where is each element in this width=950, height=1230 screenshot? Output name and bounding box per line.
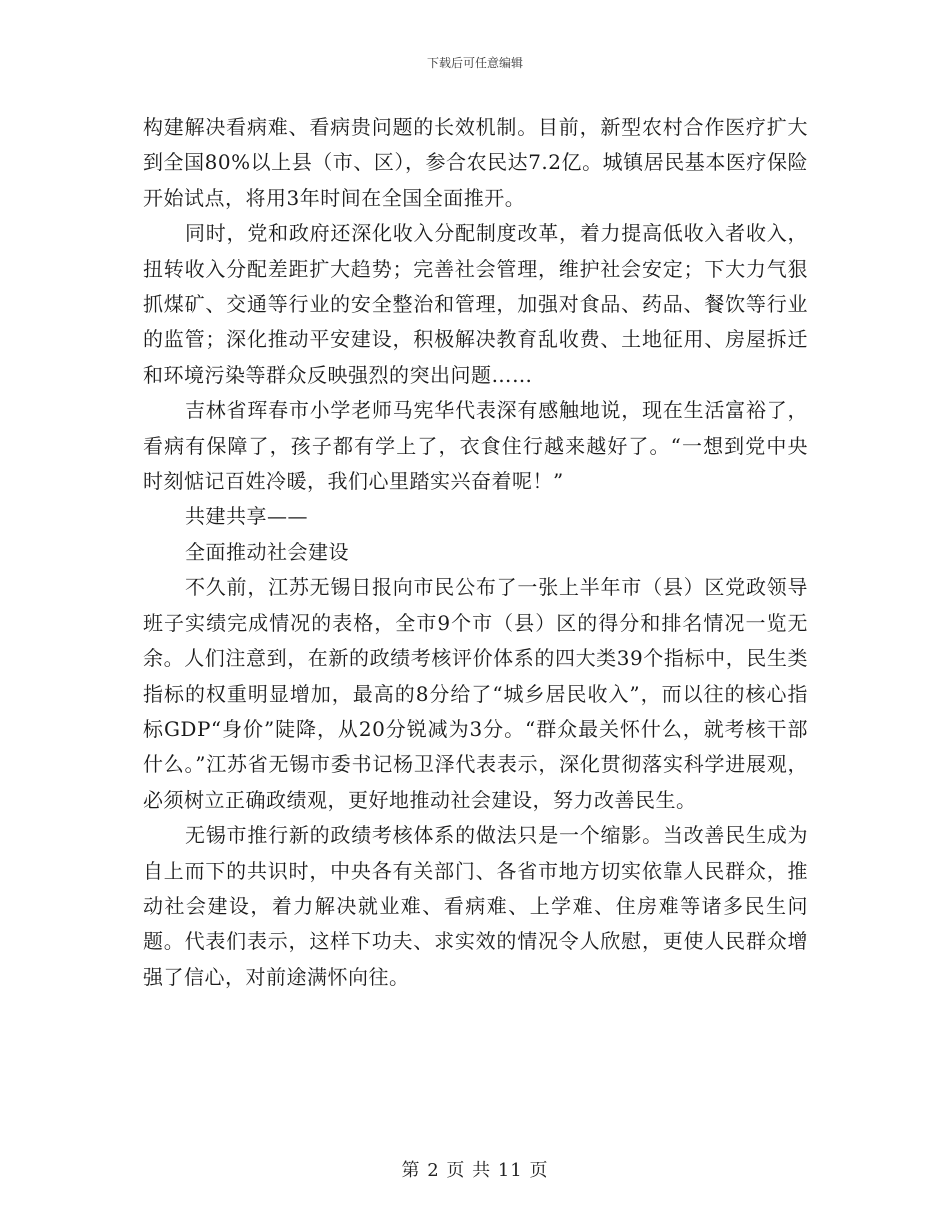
paragraph: 同时，党和政府还深化收入分配制度改革，着力提高低收入者收入，扭转收入分配差距扩大趋势；完善社会管理，维护社会安定；下大力气狠抓煤矿、交通等行业的安全整治和管理，加强对食品、药品、餐饮等行业的监管；深化推动平安建设，积极解决教育乱收费、土地征用、房屋拆迁和环境污染等群众反映强烈的突出问题…… — [143, 221, 808, 387]
page-number: 第 2 页 共 11 页 — [401, 1160, 549, 1181]
paragraph: 构建解决看病难、看病贵问题的长效机制。目前，新型农村合作医疗扩大到全国80%以上县（市、区），参合农民达7.2亿。城镇居民基本医疗保险开始试点，将用3年时间在全国全面推开。 — [143, 115, 808, 210]
section-heading: 共建共享—— — [185, 504, 308, 529]
paragraph: 吉林省珲春市小学老师马宪华代表深有感触地说，现在生活富裕了，看病有保障了，孩子都有学上了，衣食住行越来越好了。“一想到党中央时刻惦记百姓冷暖，我们心里踏实兴奋着呢！” — [143, 398, 808, 494]
section-subheading: 全面推动社会建设 — [185, 539, 349, 564]
document-body — [143, 110, 808, 995]
paragraph: 无锡市推行新的政绩考核体系的做法只是一个缩影。当改善民生成为自上而下的共识时，中央各有关部门、各省市地方切实依靠人民群众，推动社会建设，着力解决就业难、看病难、上学难、住房难等诸多民生问题。代表们表示，这样下功夫、求实效的情况令人欣慰，更使人民群众增强了信心，对前途满怀向往。 — [143, 823, 808, 989]
page-footer — [0, 1156, 950, 1182]
paragraph: 不久前，江苏无锡日报向市民公布了一张上半年市（县）区党政领导班子实绩完成情况的表格，全市9个市（县）区的得分和排名情况一览无余。人们注意到，在新的政绩考核评价体系的四大类39个指标中，民生类指标的权重明显增加，最高的8分给了“城乡居民收入”，而以往的核心指标GDP“身价”陡降，从20分锐减为3分。“群众最关怀什么，就考核干部什么。”江苏省无锡市委书记杨卫泽代表表示，深化贯彻落实科学进展观，必须树立正确政绩观，更好地推动社会建设，努力改善民生。 — [143, 575, 808, 812]
page-header: 下载后可任意编辑 — [426, 56, 523, 70]
